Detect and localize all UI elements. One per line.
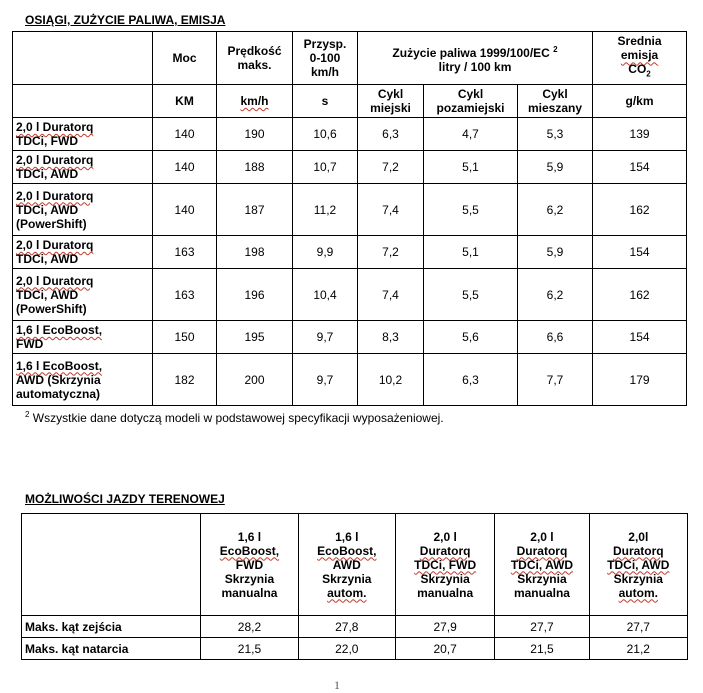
column-header-line: autom. (618, 585, 658, 600)
performance-units-row (13, 85, 687, 118)
column-header-line: 2,0 l (433, 529, 457, 544)
value-cell: 198 (217, 236, 293, 269)
column-header-line: FWD (235, 557, 264, 572)
value-cell: 21,5 (201, 638, 298, 660)
unit-power: KM (153, 85, 217, 118)
value-cell: 200 (217, 354, 293, 406)
column-header-line: Skrzynia (517, 571, 567, 586)
unit-acceleration: s (293, 85, 358, 118)
value-cell: 5,9 (518, 236, 593, 269)
column-header-line: AWD (332, 557, 361, 572)
table-row (22, 616, 688, 638)
value-cell: 5,9 (518, 151, 593, 184)
terrain-column-header (201, 514, 298, 616)
terrain-column-header (395, 514, 494, 616)
header-top-speed: Prędkość maks. (217, 32, 293, 85)
value-cell: 182 (153, 354, 217, 406)
unit-combined-cycle: Cykl mieszany (518, 85, 593, 118)
value-cell: 7,2 (358, 151, 424, 184)
terrain-column-header (298, 514, 395, 616)
value-cell: 11,2 (293, 184, 358, 236)
engine-name-line: (PowerShift) (16, 216, 87, 231)
value-cell: 9,7 (293, 321, 358, 354)
value-cell: 154 (593, 151, 687, 184)
engine-name (13, 118, 153, 151)
engine-name-line: 2,0 l Duratorq (16, 153, 94, 167)
value-cell: 179 (593, 354, 687, 406)
value-cell: 163 (153, 236, 217, 269)
table-row (13, 151, 687, 184)
value-cell: 7,7 (518, 354, 593, 406)
unit-extra-urban-cycle: Cykl pozamiejski (424, 85, 518, 118)
column-header-line: Skrzynia (322, 571, 372, 586)
value-cell: 162 (593, 269, 687, 321)
value-cell: 22,0 (298, 638, 395, 660)
column-header-line: TDCi, AWD (510, 557, 574, 572)
table-row (13, 118, 687, 151)
value-cell: 5,1 (424, 151, 518, 184)
column-header-line: manualna (417, 585, 474, 600)
footnote: $^2$ Wszystkie dane dotyczą modeli w podstawowej specyfikacji wyposażeniowej. (25, 410, 444, 425)
value-cell: 8,3 (358, 321, 424, 354)
table-row (13, 184, 687, 236)
engine-name (13, 269, 153, 321)
value-cell: 196 (217, 269, 293, 321)
table-row (13, 354, 687, 406)
column-header-line: Duratorq (419, 543, 471, 558)
header-fuel-consumption: Zużycie paliwa 1999/100/EC $^2$ litry / 100 km (358, 32, 593, 85)
terrain-table (21, 513, 688, 660)
value-cell: 6,2 (518, 269, 593, 321)
value-cell: 10,7 (293, 151, 358, 184)
value-cell: 21,2 (589, 638, 687, 660)
value-cell: 9,9 (293, 236, 358, 269)
value-cell: 187 (217, 184, 293, 236)
terrain-header-empty-cell (22, 514, 201, 616)
value-cell: 10,6 (293, 118, 358, 151)
value-cell: 6,2 (518, 184, 593, 236)
engine-name-line: TDCi, AWD (16, 167, 79, 181)
value-cell: 5,3 (518, 118, 593, 151)
unit-speed: km/h (217, 85, 293, 118)
table-row (13, 236, 687, 269)
terrain-header-row (22, 514, 688, 616)
column-header-line: Skrzynia (613, 571, 663, 586)
value-cell: 5,5 (424, 269, 518, 321)
engine-name (13, 184, 153, 236)
value-cell: 28,2 (201, 616, 298, 638)
value-cell: 7,2 (358, 236, 424, 269)
column-header-line: Skrzynia (224, 571, 275, 586)
performance-header-row (13, 32, 687, 85)
column-header-line: Duratorq (516, 543, 568, 558)
value-cell: 10,4 (293, 269, 358, 321)
performance-table (12, 31, 687, 406)
value-cell: 6,3 (358, 118, 424, 151)
engine-name-line: TDCi, FWD (16, 134, 78, 148)
engine-name-line: TDCi, AWD (16, 252, 79, 266)
value-cell: 140 (153, 151, 217, 184)
column-header-line: Skrzynia (420, 571, 470, 586)
engine-name-line: FWD (16, 337, 44, 351)
value-cell: 7,4 (358, 269, 424, 321)
value-cell: 150 (153, 321, 217, 354)
engine-name-line: AWD (Skrzynia (16, 372, 101, 387)
value-cell: 27,7 (589, 616, 687, 638)
engine-name-line: 2,0 l Duratorq (16, 273, 94, 288)
value-cell: 27,8 (298, 616, 395, 638)
performance-section-title: OSIĄGI, ZUŻYCIE PALIWA, EMISJA (25, 13, 226, 27)
engine-name-line: 2,0 l Duratorq (16, 238, 94, 252)
engine-name-line: 2,0 l Duratorq (16, 120, 94, 134)
column-header-line: TDCi, FWD (414, 557, 477, 572)
units-empty-cell (13, 85, 153, 118)
value-cell: 6,3 (424, 354, 518, 406)
value-cell: 6,6 (518, 321, 593, 354)
value-cell: 9,7 (293, 354, 358, 406)
column-header-line: EcoBoost, (219, 543, 280, 558)
value-cell: 20,7 (395, 638, 494, 660)
column-header-line: manualna (221, 585, 278, 600)
engine-name-line: 2,0 l Duratorq (16, 188, 94, 203)
value-cell: 139 (593, 118, 687, 151)
terrain-column-header (589, 514, 687, 616)
column-header-line: 2,0l (628, 529, 649, 544)
row-label: Maks. kąt natarcia (22, 638, 201, 660)
value-cell: 5,1 (424, 236, 518, 269)
value-cell: 27,7 (495, 616, 589, 638)
value-cell: 5,5 (424, 184, 518, 236)
column-header-line: 1,6 l (237, 529, 262, 544)
engine-name-line: 1,6 l EcoBoost, (16, 358, 103, 373)
header-acceleration: Przysp. 0-100 km/h (293, 32, 358, 85)
value-cell: 7,4 (358, 184, 424, 236)
column-header-line: 2,0 l (530, 529, 554, 544)
column-header-line: TDCi, AWD (607, 557, 670, 572)
value-cell: 154 (593, 236, 687, 269)
unit-emission: g/km (593, 85, 687, 118)
engine-name-line: TDCi, AWD (16, 202, 79, 217)
engine-name-line: 1,6 l EcoBoost, (16, 323, 103, 337)
table-row (13, 321, 687, 354)
engine-name (13, 321, 153, 354)
engine-name (13, 236, 153, 269)
terrain-section-title: MOŻLIWOŚCI JAZDY TERENOWEJ (25, 492, 225, 506)
engine-name-line: automatyczna) (16, 386, 101, 401)
value-cell: 195 (217, 321, 293, 354)
column-header-line: Duratorq (612, 543, 664, 558)
value-cell: 162 (593, 184, 687, 236)
table-row (13, 269, 687, 321)
value-cell: 5,6 (424, 321, 518, 354)
value-cell: 188 (217, 151, 293, 184)
row-label: Maks. kąt zejścia (22, 616, 201, 638)
engine-name (13, 151, 153, 184)
value-cell: 27,9 (395, 616, 494, 638)
table-row (22, 638, 688, 660)
engine-name-line: (PowerShift) (16, 301, 87, 316)
header-power: Moc (153, 32, 217, 85)
column-header-line: EcoBoost, (317, 543, 377, 558)
value-cell: 21,5 (495, 638, 589, 660)
engine-name-line: TDCi, AWD (16, 287, 79, 302)
header-empty-cell (13, 32, 153, 85)
value-cell: 140 (153, 184, 217, 236)
unit-city-cycle: Cykl miejski (358, 85, 424, 118)
value-cell: 154 (593, 321, 687, 354)
value-cell: 10,2 (358, 354, 424, 406)
value-cell: 163 (153, 269, 217, 321)
page-number: 1 (334, 678, 340, 692)
value-cell: 4,7 (424, 118, 518, 151)
column-header-line: autom. (327, 585, 367, 600)
value-cell: 190 (217, 118, 293, 151)
column-header-line: 1,6 l (335, 529, 359, 544)
engine-name (13, 354, 153, 406)
header-emission: Srednia emisja $CO_2$ (593, 32, 687, 85)
column-header-line: manualna (513, 585, 570, 600)
value-cell: 140 (153, 118, 217, 151)
terrain-column-header (495, 514, 589, 616)
